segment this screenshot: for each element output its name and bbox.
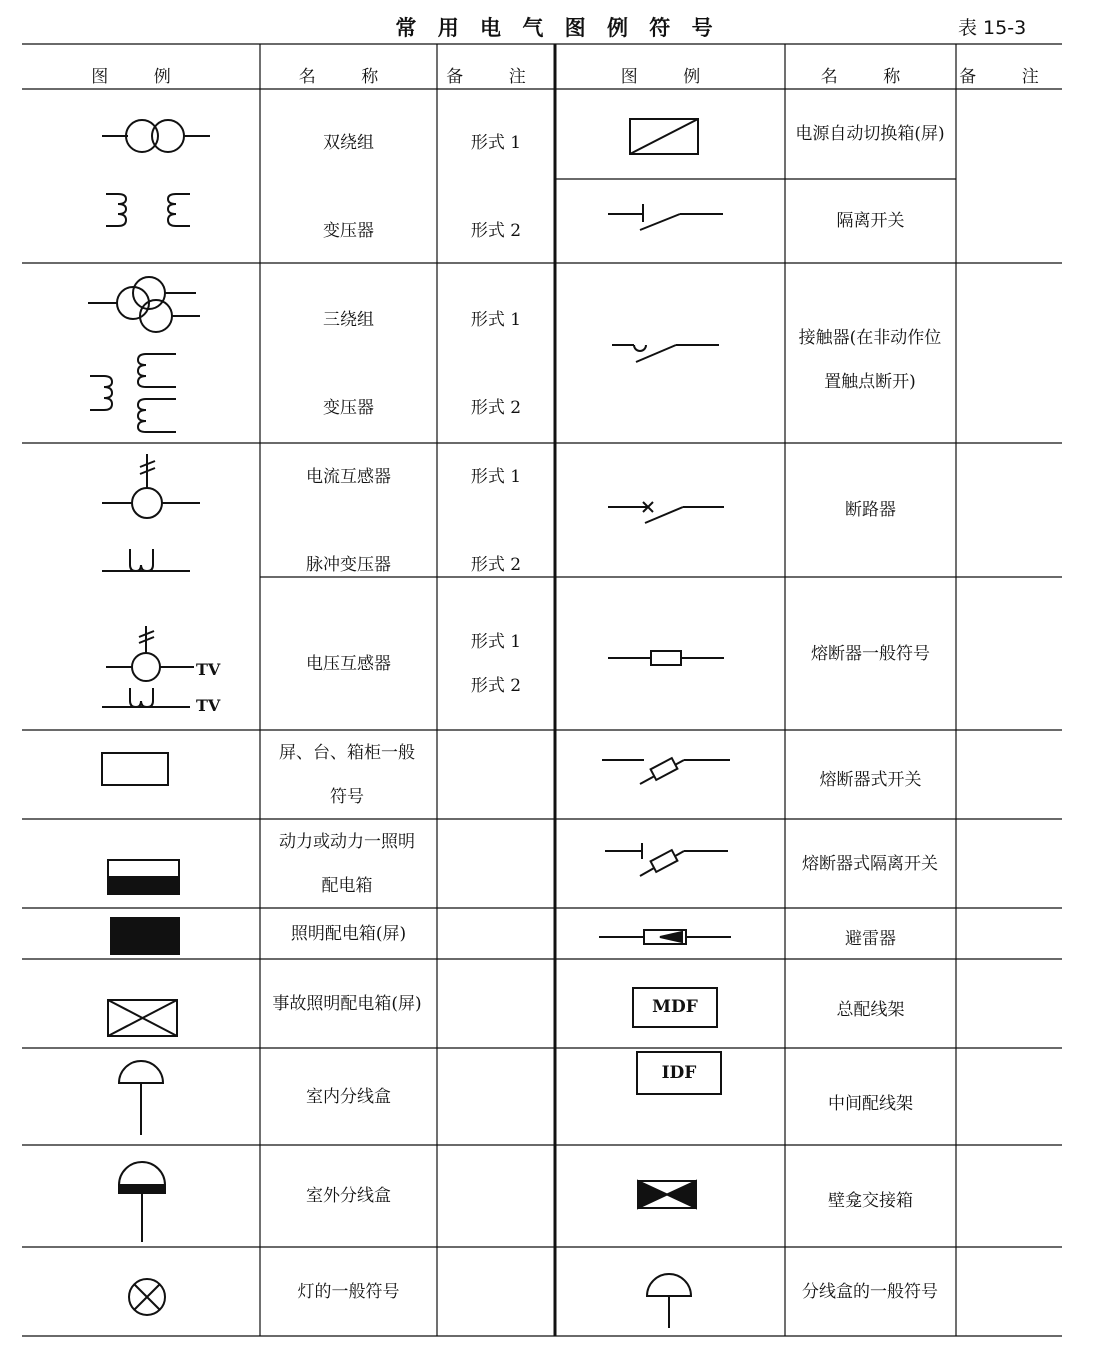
right-r1-name: 电源自动切换箱(屏) — [795, 124, 945, 144]
surge-arrester-icon — [599, 930, 731, 944]
left-r7-note1: 形式 1 — [470, 632, 522, 652]
circuit-breaker-icon — [608, 502, 724, 523]
right-r6-name: 熔断器式开关 — [819, 770, 922, 790]
auto-transfer-box-icon — [630, 119, 698, 154]
right-r12-name: 分线盒的一般符号 — [802, 1282, 938, 1302]
left-r12-name: 室内分线盒 — [306, 1086, 391, 1107]
idf-label: IDF — [661, 1063, 697, 1083]
left-r5-note: 形式 1 — [470, 467, 522, 487]
left-r11-name: 事故照明配电箱(屏) — [272, 994, 422, 1014]
header-left-name: 名 称 — [298, 67, 399, 87]
left-r4-name: 变压器 — [323, 398, 374, 418]
left-r7-name: 电压互感器 — [306, 654, 391, 674]
right-r8-name: 避雷器 — [845, 928, 896, 949]
right-r7-name: 熔断器式隔离开关 — [802, 854, 938, 874]
mdf-label: MDF — [652, 997, 698, 1017]
left-r5-name: 电流互感器 — [306, 467, 391, 487]
fuse-switch-icon — [602, 758, 730, 784]
left-r14-name: 灯的一般符号 — [297, 1281, 400, 1302]
left-r2-note: 形式 2 — [470, 221, 522, 241]
header-right-note: 备 注 — [959, 67, 1059, 87]
table-number: 表 15-3 — [958, 17, 1027, 39]
left-r1-name: 双绕组 — [323, 133, 374, 153]
tv-label-1: TV — [196, 660, 221, 679]
left-r6-note: 形式 2 — [470, 555, 522, 575]
left-r1-note: 形式 1 — [470, 133, 522, 153]
wall-cross-connect-box-icon — [638, 1181, 696, 1208]
header-left-note: 备 注 — [446, 67, 546, 87]
left-r10-name: 照明配电箱(屏) — [290, 923, 407, 944]
header-right-name: 名 称 — [820, 67, 921, 87]
disconnector-icon — [608, 204, 723, 230]
left-r2-name: 变压器 — [323, 221, 374, 241]
right-r5-name: 熔断器一般符号 — [811, 643, 930, 664]
contactor-icon — [612, 345, 719, 362]
left-r9-name: 动力或动力一照明配电箱 — [279, 832, 415, 896]
left-r3-name: 三绕组 — [323, 310, 374, 330]
left-r4-note: 形式 2 — [470, 398, 522, 418]
left-r3-note: 形式 1 — [470, 310, 522, 330]
right-r4-name: 断路器 — [845, 500, 896, 520]
fuse-disconnector-icon — [605, 843, 728, 876]
right-r9-name: 总配线架 — [836, 1000, 905, 1020]
left-r7-note2: 形式 2 — [470, 676, 522, 696]
junction-box-general-icon — [647, 1274, 691, 1328]
left-r8-name: 屏、台、箱柜一般符号 — [279, 743, 415, 807]
right-r11-name: 壁龛交接箱 — [828, 1191, 913, 1211]
left-r6-name: 脉冲变压器 — [306, 555, 391, 575]
table-title: 常 用 电 气 图 例 符 号 — [395, 16, 720, 40]
fuse-general-icon — [608, 651, 724, 665]
left-r13-name: 室外分线盒 — [306, 1186, 391, 1206]
header-right-symbol: 图 例 — [620, 67, 721, 87]
right-r2-name: 隔离开关 — [836, 211, 905, 231]
right-r3-name: 接触器(在非动作位置触点断开) — [798, 328, 942, 392]
header-left-symbol: 图 例 — [91, 67, 191, 87]
right-r10-name: 中间配线架 — [828, 1094, 913, 1114]
tv-label-2: TV — [196, 696, 221, 715]
